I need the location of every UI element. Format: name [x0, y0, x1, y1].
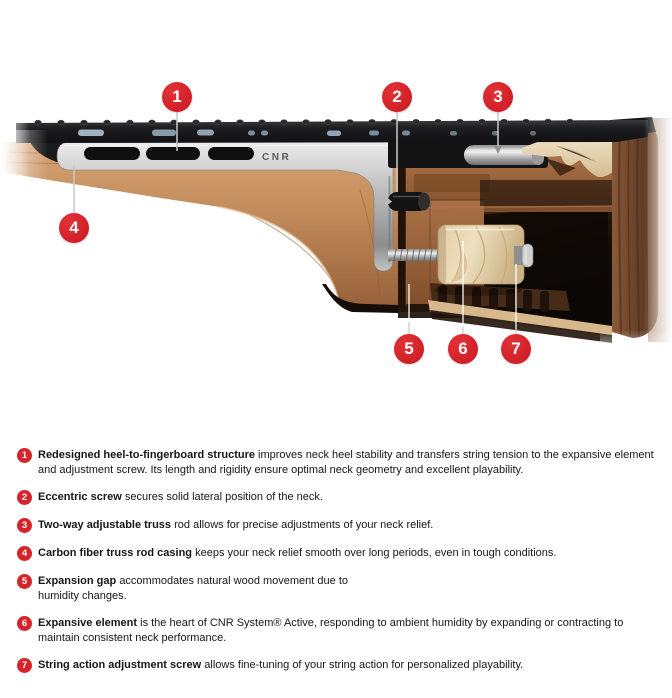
callout-marker-5: 5: [394, 334, 424, 364]
legend-text: String action adjustment screw allows fine-tuning of your string action for personalized playability.: [38, 659, 524, 671]
callout-marker-7: 7: [501, 334, 531, 364]
legend-item: [17, 658, 657, 673]
legend-number-badge: 3: [17, 518, 32, 533]
legend-text: Expansive element is the heart of CNR System® Active, responding to ambient humidity by expanding or contracting to maintain consistent neck performance.: [38, 617, 624, 644]
legend-item: [17, 448, 657, 477]
string-action-adjustment-screw: [514, 244, 533, 267]
legend-item: [17, 546, 657, 561]
legend-number-badge: 2: [17, 490, 32, 505]
legend-text: Two-way adjustable truss rod allows for precise adjustments of your neck relief.: [38, 519, 434, 531]
truss-rod: [388, 140, 548, 168]
legend-text: Expansion gap accommodates natural wood movement due to humidity changes.: [38, 575, 348, 602]
legend-number-badge: 4: [17, 546, 32, 561]
legend-item: [17, 616, 657, 645]
legend-text: Carbon fiber truss rod casing keeps your neck relief smooth over long periods, even in tough conditions.: [38, 547, 557, 559]
eccentric-screw: [385, 192, 430, 211]
legend-number-badge: 7: [17, 658, 32, 673]
callout-marker-6: 6: [448, 334, 478, 364]
legend-number-badge: 5: [17, 574, 32, 589]
callout-marker-1: 1: [162, 82, 192, 112]
legend-item: [17, 490, 657, 505]
bracket-engraving: CNR: [262, 152, 292, 163]
callout-marker-3: 3: [483, 82, 513, 112]
legend-text: Eccentric screw secures solid lateral position of the neck.: [38, 491, 323, 503]
threaded-rod: [388, 249, 442, 261]
legend-number-badge: 6: [17, 616, 32, 631]
callout-marker-2: 2: [382, 82, 412, 112]
fingerboard: [16, 119, 648, 143]
legend-item: [17, 574, 657, 603]
callout-marker-4: 4: [59, 213, 89, 243]
legend-text: Redesigned heel-to-fingerboard structure improves neck heel stability and transfers string tension to the expansive element and adjustment screw. Its length and rigidity ensure optimal neck geometry and excellent playability.: [38, 449, 654, 476]
legend: [17, 448, 657, 686]
legend-item: [17, 518, 657, 533]
expansion-gap: [398, 164, 406, 310]
legend-number-badge: 1: [17, 448, 32, 463]
